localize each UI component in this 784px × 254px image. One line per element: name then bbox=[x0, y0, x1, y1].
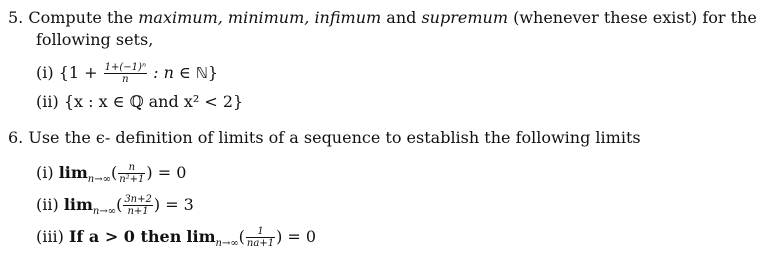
lim-subscript: n→∞ bbox=[215, 238, 239, 250]
fraction-denominator: n²+1 bbox=[119, 174, 145, 185]
set-open: {1 + bbox=[58, 63, 98, 82]
naturals-symbol: ℕ bbox=[195, 64, 208, 82]
fraction-denominator: n bbox=[122, 74, 129, 85]
item-label: (ii) bbox=[36, 195, 59, 214]
item-label: (i) bbox=[36, 63, 54, 82]
problem-5-intro-a: Compute the bbox=[28, 8, 134, 27]
limit-result: = 3 bbox=[165, 195, 194, 214]
problem-5-terms: maximum, minimum, infimum bbox=[138, 8, 382, 27]
problem-6-item-i: (i) $\lim_{n\to\infty}$( $\frac{n}{\text{n²+1}}$ ) = 0 bbox=[36, 162, 187, 186]
set-expression: {x : x ∈ ℚ and x² < 2} bbox=[63, 92, 244, 111]
problem-6-item-ii: (ii) $\lim_{n\to\infty}$( $\frac{3n+2}{n+1}$ ) = 3 bbox=[36, 194, 194, 218]
set-condition: : n ∈ bbox=[153, 63, 191, 82]
lim-operator: lim bbox=[58, 163, 88, 182]
limit-result: = 0 bbox=[157, 163, 187, 182]
set-close: } bbox=[207, 63, 219, 82]
problem-5-number: 5. bbox=[8, 8, 24, 27]
fraction bbox=[104, 62, 147, 85]
item-label: (ii) bbox=[36, 92, 59, 111]
problem-5-item-i bbox=[36, 62, 218, 85]
limit-result: = 0 bbox=[287, 227, 317, 246]
lim-subscript: n→∞ bbox=[87, 174, 111, 186]
fraction-numerator: 1 bbox=[246, 226, 275, 238]
lim-subscript: n→∞ bbox=[92, 206, 117, 218]
fraction bbox=[118, 162, 145, 185]
problem-5-line-2: following sets, bbox=[36, 30, 154, 49]
problem-6-number: 6. bbox=[8, 128, 24, 147]
fraction-numerator: 3n+2 bbox=[124, 194, 152, 205]
fraction-numerator: n bbox=[118, 162, 145, 174]
problem-6-line-1 bbox=[8, 128, 641, 148]
problem-5-item-ii bbox=[36, 92, 243, 112]
lim-operator: lim bbox=[63, 195, 93, 214]
fraction-denominator: na+1 bbox=[246, 238, 275, 249]
problem-6-item-iii: (iii) If a > 0 then $\lim_{n\to\infty}$( $\frac{1}{na+1}$ ) = 0 bbox=[36, 226, 317, 250]
problem-5-term-last: supremum bbox=[421, 8, 508, 27]
lim-operator: lim bbox=[186, 227, 216, 246]
condition-text: If a > 0 then bbox=[68, 227, 182, 246]
problem-6-text: Use the ϵ- definition of limits of a sequence to establish the following limits bbox=[28, 128, 641, 147]
fraction bbox=[246, 226, 275, 249]
fraction-numerator: 1+(−1)ⁿ bbox=[104, 62, 146, 73]
problem-5-intro-b: and bbox=[386, 8, 417, 27]
item-label: (iii) bbox=[36, 227, 64, 246]
item-label: (i) bbox=[36, 163, 54, 182]
problem-5-intro-c: (whenever these exist) for the bbox=[513, 8, 757, 27]
problem-5-line-1 bbox=[8, 8, 757, 28]
fraction bbox=[123, 194, 153, 217]
fraction-denominator: n+1 bbox=[127, 206, 149, 217]
